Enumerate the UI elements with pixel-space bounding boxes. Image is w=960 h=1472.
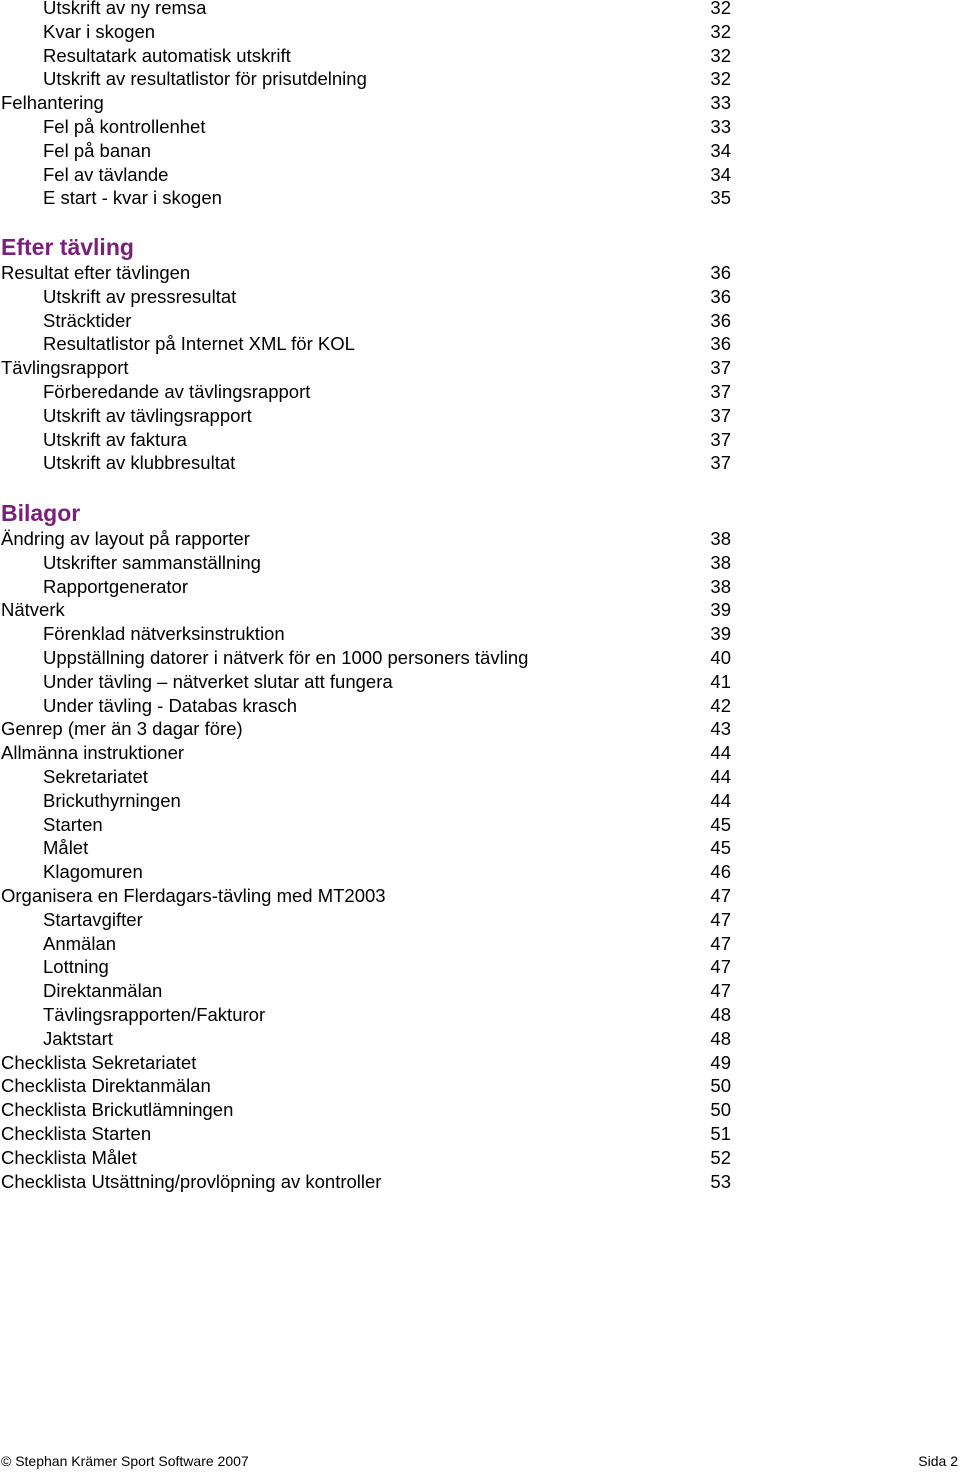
toc-entry[interactable] bbox=[0, 44, 960, 68]
toc-entry-page-number: 33 bbox=[710, 115, 731, 137]
toc-entry-page-number: 41 bbox=[710, 670, 731, 692]
toc-entry-page-number: 53 bbox=[710, 1170, 731, 1192]
toc-entry-page-number: 34 bbox=[710, 139, 731, 161]
toc-entry[interactable] bbox=[0, 527, 960, 551]
toc-entry-page-number: 37 bbox=[710, 428, 731, 450]
toc-entry[interactable] bbox=[0, 932, 960, 956]
toc-entry[interactable] bbox=[0, 186, 960, 210]
toc-entry-page-number: 47 bbox=[710, 956, 731, 978]
toc-entry-page-number: 50 bbox=[710, 1075, 731, 1097]
toc-entry-title: Nätverk bbox=[1, 599, 65, 621]
toc-entry-page-number: 47 bbox=[710, 884, 731, 906]
toc-entry-page-number: 36 bbox=[710, 285, 731, 307]
toc-entry[interactable] bbox=[0, 1003, 960, 1027]
toc-entry[interactable] bbox=[0, 598, 960, 622]
toc-entry-title: Organisera en Flerdagars-tävling med MT2003 bbox=[1, 884, 386, 906]
toc-entry-page-number: 39 bbox=[710, 623, 731, 645]
toc-entry-page-number: 37 bbox=[710, 452, 731, 474]
toc-entry-title: Fel av tävlande bbox=[43, 163, 169, 185]
toc-entry[interactable] bbox=[0, 1146, 960, 1170]
toc-entry[interactable] bbox=[0, 91, 960, 115]
section-heading-efter-tavling: Efter tävling bbox=[1, 234, 134, 260]
toc-entry-page-number: 48 bbox=[710, 1003, 731, 1025]
toc-entry-page-number: 38 bbox=[710, 528, 731, 549]
toc-entry-title: Kvar i skogen bbox=[43, 20, 156, 42]
toc-entry-title: Resultatark automatisk utskrift bbox=[43, 44, 291, 66]
toc-entry[interactable] bbox=[0, 163, 960, 187]
toc-entry[interactable] bbox=[0, 139, 960, 163]
toc-entry-title: Tävlingsrapport bbox=[1, 357, 129, 379]
toc-entry-page-number: 38 bbox=[710, 551, 731, 573]
page-footer bbox=[0, 1451, 960, 1471]
toc-entry-page-number: 46 bbox=[710, 861, 731, 883]
toc-entry[interactable] bbox=[0, 451, 960, 475]
toc-entry-page-number: 32 bbox=[710, 20, 731, 42]
toc-entry[interactable] bbox=[0, 765, 960, 789]
toc-entry-title: E start - kvar i skogen bbox=[43, 187, 222, 209]
toc-entry-page-number: 37 bbox=[710, 357, 731, 379]
toc-entry-title: Genrep (mer än 3 dagar före) bbox=[1, 718, 243, 740]
toc-entry-title: Rapportgenerator bbox=[43, 575, 189, 597]
toc-entry-title: Checklista Brickutlämningen bbox=[1, 1099, 234, 1121]
toc-section-c bbox=[0, 527, 960, 1193]
toc-entry-title: Ändring av layout på rapporter bbox=[1, 528, 250, 549]
toc-entry-title: Klagomuren bbox=[43, 861, 143, 883]
toc-entry-title: Checklista Målet bbox=[1, 1146, 137, 1168]
toc-entry-page-number: 44 bbox=[710, 765, 731, 787]
toc-entry-title: Utskrift av pressresultat bbox=[43, 285, 237, 307]
toc-entry[interactable] bbox=[0, 404, 960, 428]
toc-entry-title: Utskrift av tävlingsrapport bbox=[43, 404, 252, 426]
toc-entry[interactable] bbox=[0, 670, 960, 694]
toc-entry-title: Utskrift av klubbresultat bbox=[43, 452, 236, 474]
toc-entry-title: Resultatlistor på Internet XML för KOL bbox=[43, 333, 355, 355]
toc-entry-page-number: 40 bbox=[710, 646, 731, 668]
toc-entry-page-number: 47 bbox=[710, 980, 731, 1002]
toc-entry-page-number: 47 bbox=[710, 908, 731, 930]
toc-entry-title: Utskrift av resultatlistor för prisutdelning bbox=[43, 68, 367, 90]
toc-entry-page-number: 32 bbox=[710, 0, 731, 18]
section-heading-bilagor: Bilagor bbox=[1, 500, 81, 526]
toc-entry-title: Lottning bbox=[43, 956, 109, 978]
toc-entry[interactable] bbox=[0, 908, 960, 932]
toc-entry-title: Checklista Sekretariatet bbox=[1, 1051, 197, 1073]
toc-entry[interactable] bbox=[0, 551, 960, 575]
toc-entry-title: Checklista Starten bbox=[1, 1122, 152, 1144]
toc-entry-title: Anmälan bbox=[43, 932, 117, 954]
toc-entry-page-number: 36 bbox=[710, 262, 731, 283]
toc-entry-page-number: 49 bbox=[710, 1051, 731, 1073]
toc-entry-title: Startavgifter bbox=[43, 908, 143, 930]
toc-entry[interactable] bbox=[0, 1098, 960, 1122]
toc-entry[interactable] bbox=[0, 836, 960, 860]
toc-section-a bbox=[0, 0, 960, 210]
toc-entry[interactable] bbox=[0, 1122, 960, 1146]
toc-entry[interactable] bbox=[0, 789, 960, 813]
toc-entry-page-number: 38 bbox=[710, 575, 731, 597]
toc-entry[interactable] bbox=[0, 813, 960, 837]
toc-entry-title: Felhantering bbox=[1, 92, 104, 114]
toc-entry-page-number: 36 bbox=[710, 309, 731, 331]
toc-entry[interactable] bbox=[0, 67, 960, 91]
toc-entry[interactable] bbox=[0, 332, 960, 356]
toc-entry-title: Checklista Utsättning/provlöpning av kontroller bbox=[1, 1170, 382, 1192]
toc-entry[interactable] bbox=[0, 261, 960, 285]
toc-entry-page-number: 50 bbox=[710, 1099, 731, 1121]
toc-entry[interactable] bbox=[0, 309, 960, 333]
toc-entry-title: Jaktstart bbox=[43, 1027, 113, 1049]
toc-entry-title: Tävlingsrapporten/Fakturor bbox=[43, 1003, 266, 1025]
toc-entry-title: Checklista Direktanmälan bbox=[1, 1075, 211, 1097]
toc-entry-title: Resultat efter tävlingen bbox=[1, 262, 191, 283]
toc-entry-title: Målet bbox=[43, 837, 89, 859]
toc-entry[interactable] bbox=[0, 1170, 960, 1194]
toc-entry[interactable] bbox=[0, 575, 960, 599]
toc-entry-page-number: 37 bbox=[710, 404, 731, 426]
toc-entry[interactable] bbox=[0, 622, 960, 646]
toc-entry-page-number: 39 bbox=[710, 599, 731, 621]
toc-entry-page-number: 33 bbox=[710, 92, 731, 114]
toc-entry-page-number: 44 bbox=[710, 742, 731, 764]
footer-page-number: Sida 2 bbox=[918, 1453, 958, 1469]
toc-entry-page-number: 45 bbox=[710, 837, 731, 859]
toc-entry-title: Fel på kontrollenhet bbox=[43, 115, 206, 137]
toc-entry-title: Utskrift av faktura bbox=[43, 428, 187, 450]
toc-entry[interactable] bbox=[0, 380, 960, 404]
toc-entry-page-number: 42 bbox=[710, 694, 731, 716]
toc-entry-page-number: 45 bbox=[710, 813, 731, 835]
toc-entry-title: Brickuthyrningen bbox=[43, 789, 181, 811]
toc-entry-page-number: 37 bbox=[710, 380, 731, 402]
toc-entry[interactable] bbox=[0, 428, 960, 452]
toc-entry-page-number: 52 bbox=[710, 1146, 731, 1168]
toc-entry-page-number: 32 bbox=[710, 68, 731, 90]
toc-entry-title: Förberedande av tävlingsrapport bbox=[43, 380, 311, 402]
toc-entry-title: Fel på banan bbox=[43, 139, 152, 161]
toc-entry-title: Starten bbox=[43, 813, 103, 835]
toc-entry-title: Utskrifter sammanställning bbox=[43, 551, 261, 573]
toc-entry-page-number: 43 bbox=[710, 718, 731, 740]
toc-entry-page-number: 47 bbox=[710, 932, 731, 954]
toc-entry[interactable] bbox=[0, 646, 960, 670]
toc-entry-page-number: 34 bbox=[710, 163, 731, 185]
toc-entry[interactable] bbox=[0, 1027, 960, 1051]
toc-entry[interactable] bbox=[0, 694, 960, 718]
toc-entry[interactable] bbox=[0, 741, 960, 765]
toc-entry[interactable] bbox=[0, 1074, 960, 1098]
toc-entry[interactable] bbox=[0, 955, 960, 979]
toc-entry[interactable] bbox=[0, 20, 960, 44]
footer-copyright: © Stephan Krämer Sport Software 2007 bbox=[1, 1453, 249, 1469]
toc-entry-page-number: 51 bbox=[710, 1122, 731, 1144]
toc-entry-page-number: 44 bbox=[710, 789, 731, 811]
toc-entry[interactable] bbox=[0, 285, 960, 309]
toc-entry-page-number: 32 bbox=[710, 44, 731, 66]
toc-entry-title: Direktanmälan bbox=[43, 980, 163, 1002]
toc-entry-page-number: 35 bbox=[710, 187, 731, 209]
toc-section-b bbox=[0, 261, 960, 475]
toc-entry-title: Under tävling – nätverket slutar att fungera bbox=[43, 670, 393, 692]
toc-entry-title: Uppställning datorer i nätverk för en 1000 personers tävling bbox=[43, 646, 529, 668]
toc-entry-title: Förenklad nätverksinstruktion bbox=[43, 623, 285, 645]
toc-entry-title: Utskrift av ny remsa bbox=[43, 0, 207, 18]
toc-entry-title: Sekretariatet bbox=[43, 765, 148, 787]
toc-entry[interactable] bbox=[0, 1051, 960, 1075]
toc-entry[interactable] bbox=[0, 115, 960, 139]
toc-entry-title: Under tävling - Databas krasch bbox=[43, 694, 297, 716]
toc-entry[interactable] bbox=[0, 860, 960, 884]
toc-entry-title: Sträcktider bbox=[43, 309, 132, 331]
toc-entry[interactable] bbox=[0, 356, 960, 380]
toc-entry[interactable] bbox=[0, 884, 960, 908]
toc-entry-page-number: 36 bbox=[710, 333, 731, 355]
toc-entry[interactable] bbox=[0, 979, 960, 1003]
toc-entry-page-number: 48 bbox=[710, 1027, 731, 1049]
toc-entry-title: Allmänna instruktioner bbox=[1, 742, 185, 764]
toc-entry[interactable] bbox=[0, 0, 960, 20]
toc-entry[interactable] bbox=[0, 717, 960, 741]
